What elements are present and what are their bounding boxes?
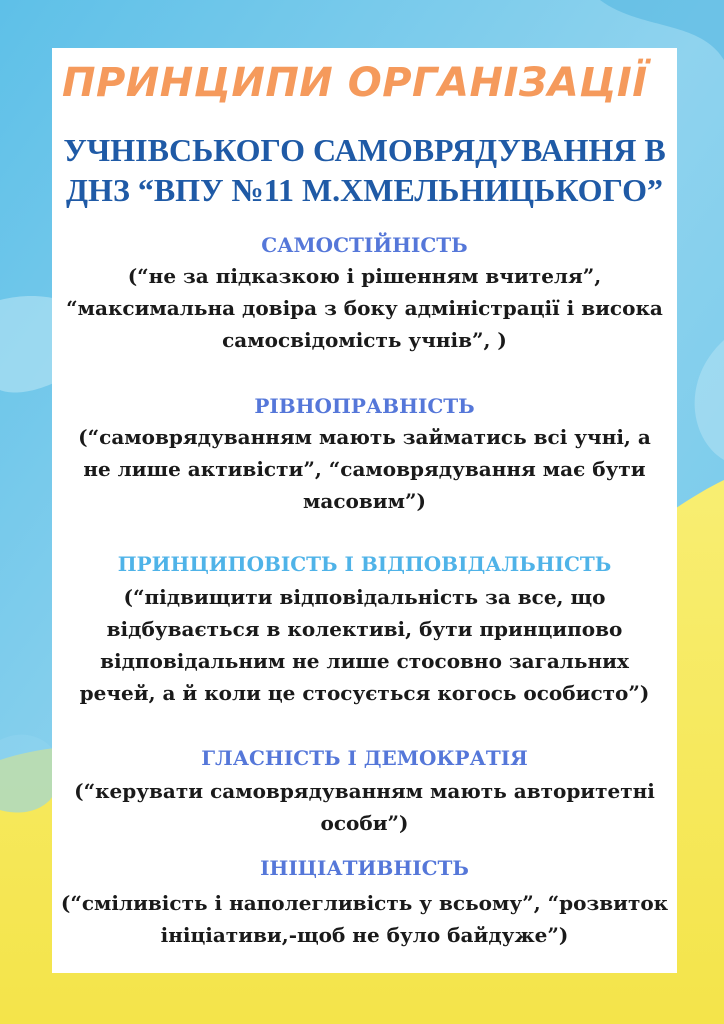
text-line: (“підвищити відповідальність за все, що [123, 585, 606, 609]
principle-text-openness [44, 775, 685, 839]
principle-heading-responsibility: ПРИНЦИПОВІСТЬ І ВІДПОВІДАЛЬНІСТЬ [117, 552, 612, 576]
text-line: (“сміливість і наполегливість у всьому”, “розвиток [60, 891, 669, 915]
text-line: відбувається в колективі, бути принципово [106, 617, 623, 641]
subtitle-line: УЧНІВСЬКОГО САМОВРЯДУВАННЯ В [63, 132, 666, 168]
poster-title: ПРИНЦИПИ ОРГАНІЗАЦІЇ [62, 60, 648, 106]
text-line: ініціативи,-щоб не було байдуже”) [160, 923, 569, 947]
text-line: (“самоврядуванням мають займатись всі учні, а [78, 425, 651, 449]
text-line: відповідальним не лише стосовно загальних [100, 649, 629, 673]
poster-subtitle [52, 130, 677, 210]
subtitle-line: ДНЗ “ВПУ №11 М.ХМЕЛЬНИЦЬКОГО” [66, 172, 663, 208]
text-line: самосвідомість учнів”, ) [222, 328, 507, 352]
principle-heading-equality: РІВНОПРАВНІСТЬ [254, 394, 475, 418]
text-line: речей, а й коли це стосується когось особисто”) [79, 681, 650, 705]
principle-text-equality [44, 421, 685, 517]
principle-heading-independence: САМОСТІЙНІСТЬ [261, 233, 468, 257]
text-line: (“не за підказкою і рішенням вчителя”, [127, 264, 602, 288]
principle-heading-initiative: ІНІЦІАТИВНІСТЬ [260, 856, 469, 880]
content-card [52, 48, 677, 973]
principle-text-independence [44, 260, 685, 356]
principle-text-responsibility [44, 581, 685, 709]
principle-heading-openness: ГЛАСНІСТЬ І ДЕМОКРАТІЯ [201, 746, 528, 770]
principle-text-initiative [44, 887, 685, 951]
text-line: “максимальна довіра з боку адміністрації і висока [66, 296, 663, 320]
text-line: (“керувати самоврядуванням мають авторитетні [74, 779, 655, 803]
text-line: не лише активісти”, “самоврядування має бути [83, 457, 646, 481]
text-line: масовим”) [303, 489, 426, 513]
text-line: особи”) [320, 811, 409, 835]
